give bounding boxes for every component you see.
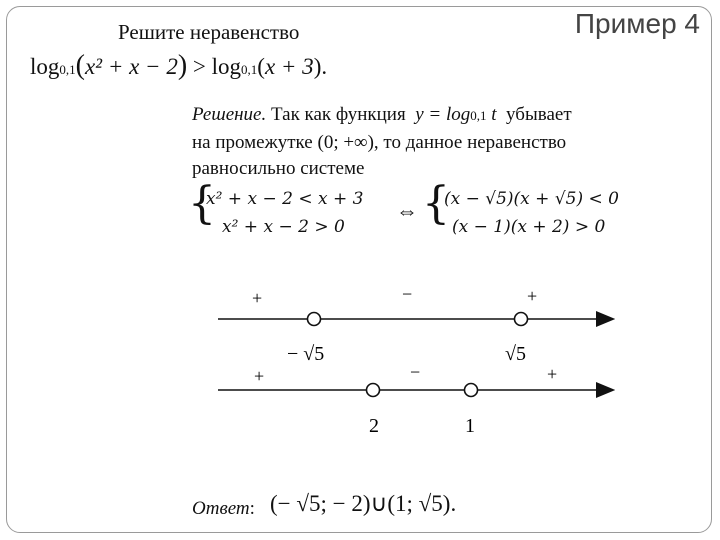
number-line-1: [218, 284, 612, 365]
solution-text-1: Так как функция: [271, 104, 406, 125]
solution-line-3: равносильно системе: [192, 158, 365, 179]
sign-2-right: +: [547, 364, 558, 384]
point-1: [465, 384, 478, 397]
log-word-2: log: [211, 54, 242, 79]
point-sqrt5: [515, 313, 528, 326]
sign-2-left: +: [254, 366, 265, 386]
log-word: log: [30, 54, 60, 79]
solution-text-1-end: убывает: [506, 104, 572, 125]
sign-2-middle: −: [410, 362, 421, 382]
function-base: 0,1: [470, 108, 487, 123]
number-line-2: [218, 362, 612, 437]
solution-label: Решение.: [192, 104, 267, 125]
sign-1-left: +: [252, 288, 263, 308]
label-sqrt5: √5: [505, 343, 526, 365]
solution-line-2: на промежутке (0; +∞), то данное неравенство: [192, 132, 567, 153]
system2-row-2: (x − 1)(x + 2) > 0: [452, 217, 606, 237]
answer-value: (− √5; − 2)∪(1; √5).: [270, 491, 457, 516]
answer-word: Ответ: [192, 498, 250, 519]
label-1: 1: [465, 415, 475, 437]
system2-row-1: (x − √5)(x + √5) < 0: [444, 189, 619, 209]
right-argument: x + 3: [264, 54, 314, 79]
answer-label: [192, 498, 255, 520]
task-heading: Решите неравенство: [118, 20, 300, 44]
point-2: [367, 384, 380, 397]
label-2: 2: [369, 415, 379, 437]
system1-row-1: x² + x − 2 < x + 3: [206, 189, 364, 209]
point-minus-sqrt5: [308, 313, 321, 326]
left-argument: x² + x − 2: [84, 54, 178, 79]
system1-row-2: x² + x − 2 > 0: [222, 217, 345, 237]
system-brace-1: {: [188, 178, 216, 229]
label-minus-sqrt5: − √5: [287, 343, 325, 365]
formula-period: .: [321, 54, 328, 79]
function-variable: t: [491, 104, 497, 125]
answer-colon: :: [249, 498, 255, 519]
log-base-2: 0,1: [241, 62, 258, 77]
slide-title: Пример 4: [574, 8, 700, 39]
log-base: 0,1: [59, 62, 76, 77]
system-brace-2: {: [422, 178, 450, 229]
task-formula: log0,1(x² + x − 2) > log0,1(x + 3).: [30, 50, 328, 81]
sign-1-middle: −: [402, 284, 413, 304]
sign-1-right: +: [527, 286, 538, 306]
function-formula: y = log: [415, 104, 471, 125]
relation-sign: >: [192, 54, 206, 79]
equivalence-sign: ⇔: [396, 198, 418, 223]
